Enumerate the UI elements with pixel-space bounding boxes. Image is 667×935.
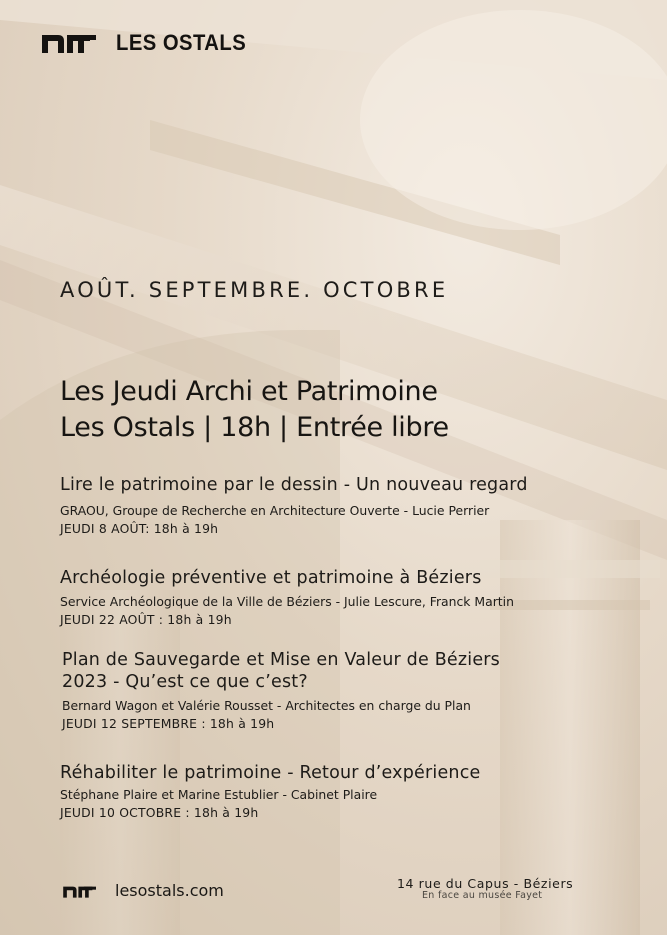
address-note: En face au musée Fayet — [422, 890, 543, 901]
event-title: Plan de Sauvegarde et Mise en Valeur de Béziers — [62, 650, 501, 670]
brand-name: LES OSTALS — [116, 30, 247, 55]
event-speakers: Stéphane Plaire et Marine Estublier - Cabinet Plaire — [60, 787, 378, 802]
event-date: JEUDI 10 OCTOBRE : 18h à 19h — [60, 805, 259, 820]
les-ostals-logo-icon — [40, 31, 96, 55]
title-line-2: Les Ostals | 18h | Entrée libre — [60, 412, 449, 443]
title-line-1: Les Jeudi Archi et Patrimoine — [60, 376, 438, 407]
les-ostals-footer-logo-icon — [62, 884, 96, 899]
event-date: JEUDI 8 AOÛT: 18h à 19h — [60, 521, 219, 536]
event-title: Lire le patrimoine par le dessin - Un nouveau regard — [60, 475, 528, 495]
event-3 — [62, 649, 500, 733]
event-title-line-2: 2023 - Qu’est ce que c’est? — [62, 672, 308, 692]
event-date: JEUDI 12 SEPTEMBRE : 18h à 19h — [62, 716, 275, 731]
months-heading: AOÛT. SEPTEMBRE. OCTOBRE — [60, 278, 449, 302]
event-4 — [60, 762, 481, 822]
page-title — [60, 374, 449, 446]
header-logo — [40, 30, 258, 56]
event-title: Réhabiliter le patrimoine - Retour d’expérience — [60, 763, 481, 783]
website-link[interactable]: lesostals.com — [115, 881, 224, 900]
address: 14 rue du Capus - Béziers — [397, 876, 574, 891]
event-2 — [60, 567, 514, 629]
event-speakers: Service Archéologique de la Ville de Béziers - Julie Lescure, Franck Martin — [60, 594, 514, 609]
event-title: Archéologie préventive et patrimoine à Béziers — [60, 568, 482, 588]
event-speakers: Bernard Wagon et Valérie Rousset - Architectes en charge du Plan — [62, 698, 471, 713]
event-1 — [60, 474, 528, 538]
event-date: JEUDI 22 AOÛT : 18h à 19h — [60, 612, 232, 627]
event-speakers: GRAOU, Groupe de Recherche en Architecture Ouverte - Lucie Perrier — [60, 503, 490, 518]
